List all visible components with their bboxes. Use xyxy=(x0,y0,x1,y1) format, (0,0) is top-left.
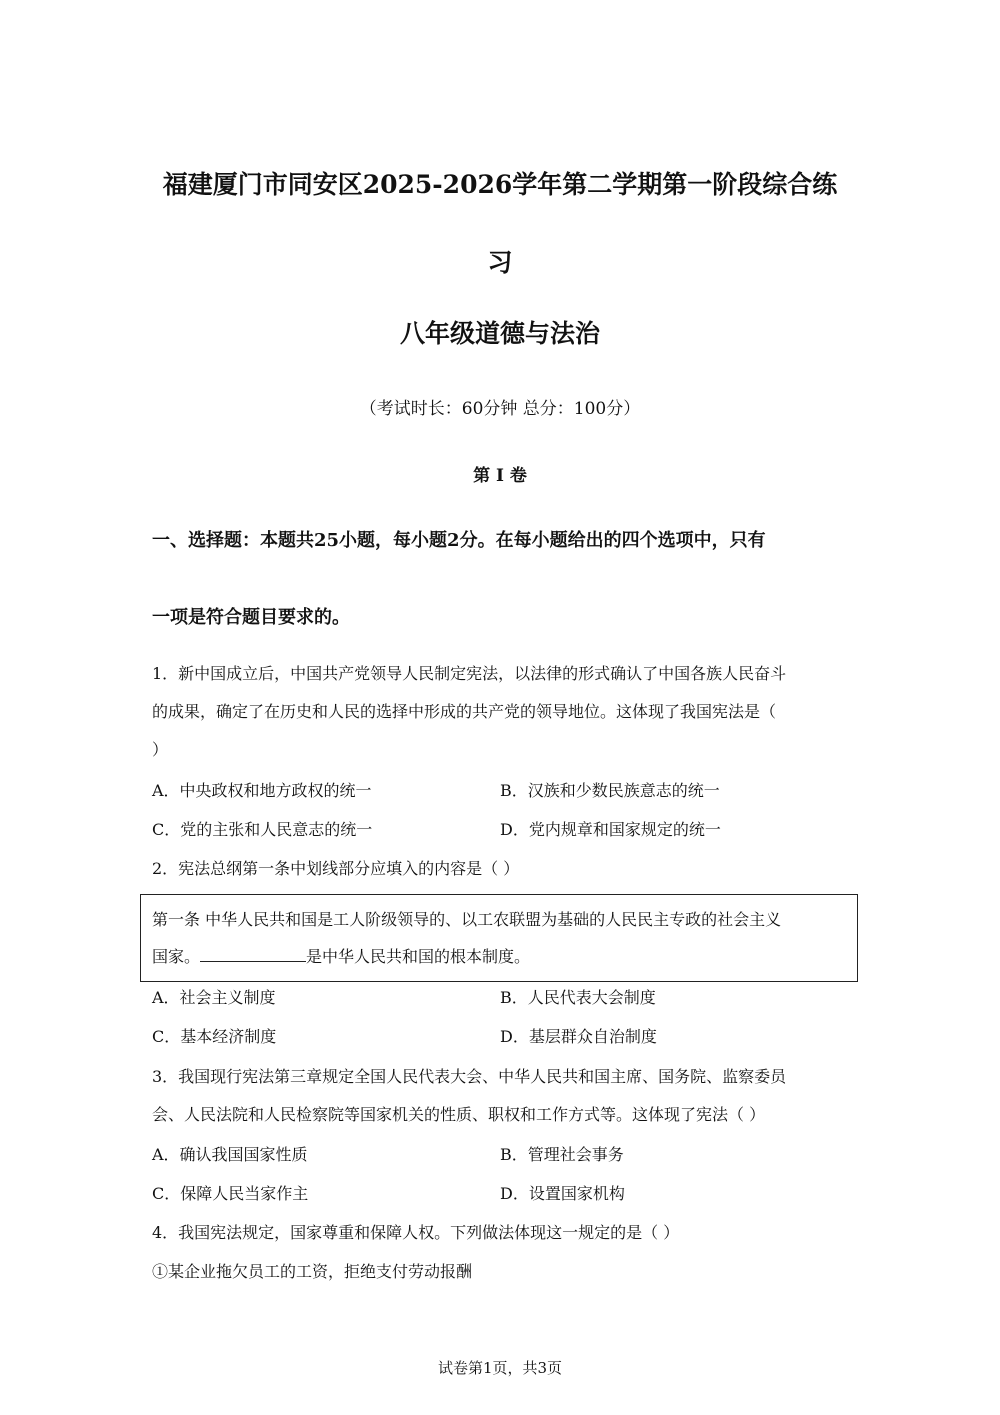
question-2-option-d: D．基层群众自治制度 xyxy=(500,1027,657,1046)
volume-label: 第 I 卷 xyxy=(473,466,527,486)
question-2-stem: 2．宪法总纲第一条中划线部分应填入的内容是（ ） xyxy=(152,859,520,878)
question-4-stem: 4．我国宪法规定，国家尊重和保障人权。下列做法体现这一规定的是（ ） xyxy=(152,1223,680,1242)
question-1-line1: 1．新中国成立后，中国共产党领导人民制定宪法，以法律的形式确认了中国各族人民奋斗 xyxy=(152,664,787,683)
question-4-item-1: ①某企业拖欠员工的工资，拒绝支付劳动报酬 xyxy=(152,1262,473,1281)
question-3-line1: 3．我国现行宪法第三章规定全国人民代表大会、中华人民共和国主席、国务院、监察委员 xyxy=(152,1067,787,1086)
question-1-option-c: C．党的主张和人民意志的统一 xyxy=(152,820,373,839)
question-3-option-c: C．保障人民当家作主 xyxy=(152,1184,309,1203)
question-2-option-c: C．基本经济制度 xyxy=(152,1027,277,1046)
question-3-stem xyxy=(152,1058,852,1134)
question-3-option-d: D．设置国家机构 xyxy=(500,1184,625,1203)
fill-in-blank xyxy=(200,943,306,962)
quote-line2 xyxy=(152,938,847,975)
question-1-line3: ） xyxy=(152,740,169,759)
quote-line2-prefix: 国家。 xyxy=(152,947,201,966)
question-3-option-a: A．确认我国国家性质 xyxy=(152,1145,308,1164)
question-3-line2: 会、人民法院和人民检察院等国家机关的性质、职权和工作方式等。这体现了宪法（ ） xyxy=(152,1105,766,1124)
exam-title-line1: 福建厦门市同安区2025-2026学年第二学期第一阶段综合练 xyxy=(162,170,838,199)
question-1-option-b: B．汉族和少数民族意志的统一 xyxy=(500,781,720,800)
constitution-quote-box xyxy=(140,894,858,982)
quote-line2-suffix: 是中华人民共和国的根本制度。 xyxy=(306,947,531,966)
question-1-option-d: D．党内规章和国家规定的统一 xyxy=(500,820,721,839)
question-2-option-b: B．人民代表大会制度 xyxy=(500,988,656,1007)
section-heading-line2: 一项是符合题目要求的。 xyxy=(152,607,350,628)
question-3-option-b: B．管理社会事务 xyxy=(500,1145,624,1164)
exam-title-line2: 习 xyxy=(487,248,513,277)
question-2-option-a: A．社会主义制度 xyxy=(152,988,276,1007)
page-footer: 试卷第1页，共3页 xyxy=(437,1359,563,1377)
question-1-line2: 的成果，确定了在历史和人民的选择中形成的共产党的领导地位。这体现了我国宪法是（ xyxy=(152,702,777,721)
question-1-option-a: A．中央政权和地方政权的统一 xyxy=(152,781,372,800)
exam-info: （考试时长：60分钟 总分：100分） xyxy=(359,399,641,419)
exam-subject: 八年级道德与法治 xyxy=(399,319,600,348)
quote-line1: 第一条 中华人民共和国是工人阶级领导的、以工农联盟为基础的人民民主专政的社会主义 xyxy=(152,910,782,929)
section-heading-line1: 一、选择题：本题共25小题，每小题2分。在每小题给出的四个选项中，只有 xyxy=(152,530,766,551)
question-1-stem xyxy=(152,655,852,769)
